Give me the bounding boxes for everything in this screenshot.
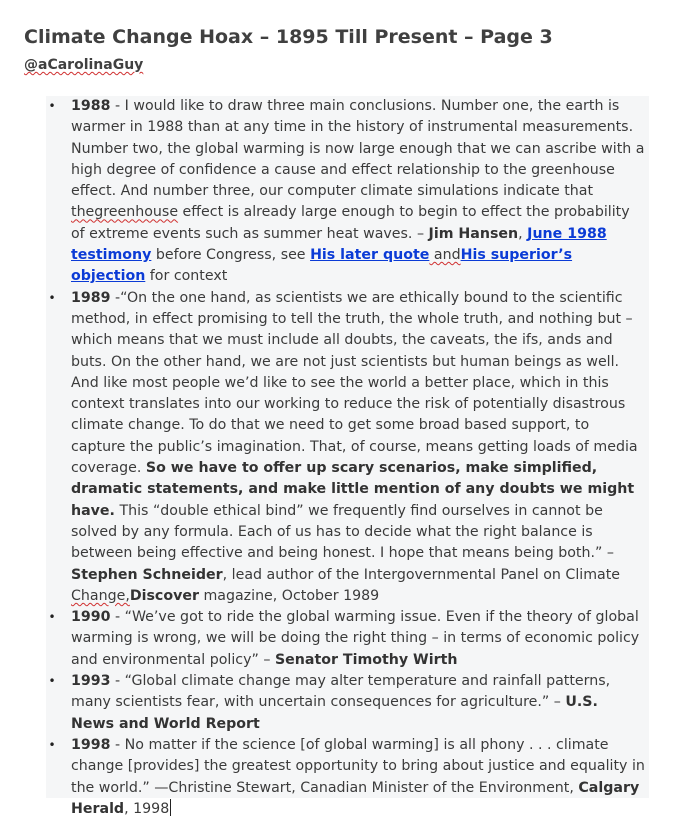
quote-list-panel[interactable] [46, 96, 649, 817]
bullet-icon: • [48, 99, 56, 113]
later-quote-link[interactable]: His later quote [310, 247, 430, 264]
entry-separator: - [110, 736, 125, 753]
list-item-1998 [46, 735, 649, 820]
entry-separator: - [110, 289, 121, 306]
entry-text: I would like to draw three main conclusions. Number one, the earth is warmer in 1988 than at any time in the history of instrumental measurements. Number two, the global warming is now large enough that we can ascribe with a high degree of confidence a cause and effect relationship to the greenhouse effect. And number three, our computer climate simulations indicate that [71, 98, 645, 200]
list-item-1993 [46, 671, 649, 735]
entry-year: 1988 [71, 98, 111, 114]
entry-author: Senator Timothy Wirth [274, 651, 458, 668]
entry-text: for context [145, 268, 228, 285]
entry-year: 1990 [71, 609, 111, 626]
entry-year: 1989 [71, 289, 111, 306]
entry-text: , 1998 [124, 800, 170, 817]
entry-text: effect is already large enough to begin to effect the probability of extreme events such as summer heat waves. – [71, 204, 630, 242]
entry-publication: Calgary Herald [71, 779, 640, 817]
entry-text: “We’ve got to ride the global warming issue. Even if the theory of global warming is wrong, we will be doing the right thing – in terms of economic policy and environmental policy” – [71, 609, 640, 668]
entry-text: “Global climate change may alter temperature and rainfall patterns, many scientists fear, with uncertain consequences for agriculture.” – [71, 673, 611, 711]
entry-text: before Congress, see [151, 247, 311, 264]
bullet-icon: • [48, 674, 56, 689]
entry-author: U.S. News and World Report [71, 694, 598, 732]
entry-text: , [518, 225, 528, 242]
testimony-link[interactable]: June 1988 testimony [71, 225, 607, 264]
spelling-error-word: thegreenhouse [71, 204, 179, 221]
entry-text: This “double ethical bind” we frequently find ourselves in cannot be solved by any formula. Each of us has to decide what the right balance is between being effective and being honest. I hope that means being both.” – [71, 502, 614, 562]
entry-separator: - [110, 673, 125, 690]
superior-objection-link[interactable]: His superior’s objection [71, 247, 573, 285]
list-item-1988 [46, 96, 649, 288]
list-item-1989 [46, 288, 649, 607]
entry-author: Jim Hansen [428, 225, 519, 242]
bullet-icon: • [48, 610, 56, 625]
spelling-error-word: Change, [71, 587, 130, 604]
bullet-icon: • [48, 290, 56, 305]
entry-year: 1998 [71, 736, 111, 753]
entry-separator: - [110, 609, 125, 626]
entry-text: No matter if the science [of global warming] is all phony . . . climate change [provides] the greatest opportunity to bring about justice and equality in the world.” —Christine Stewart, Canadian Minister of the Environment, [71, 736, 645, 796]
author-handle-text: @aCarolinaGuy [24, 57, 144, 73]
bullet-icon: • [48, 737, 56, 752]
quote-list [46, 96, 649, 820]
entry-separator: - [110, 98, 125, 114]
entry-publication: Discover [129, 587, 199, 604]
text-cursor [170, 799, 171, 816]
entry-text: magazine, October 1989 [198, 587, 380, 604]
spelling-error-word: and [429, 247, 461, 264]
entry-text: , lead author of the Intergovernmental Panel on Climate [222, 566, 621, 583]
entry-year: 1993 [71, 673, 111, 690]
page-title: Climate Change Hoax – 1895 Till Present – Page 3 [24, 26, 553, 48]
list-item-1990 [46, 607, 649, 671]
entry-text: “On the one hand, as scientists we are ethically bound to the scientific method, in effect promising to tell the truth, the whole truth, and nothing but – which means that we must include all doubts, the caveats, the ifs, ands and buts. On the other hand, we are not just scientists but human beings as well. And like most people we’d like to see the world a better place, which in this context translates into our working to reduce the risk of potentially disastrous climate change. To do that we need to get some broad based support, to capture the public’s imagination. That, of course, means getting loads of media coverage. [71, 289, 638, 477]
entry-bold-quote: So we have to offer up scary scenarios, make simplified, dramatic statements, and make little mention of any doubts we might have. [71, 460, 635, 519]
author-handle [24, 57, 143, 73]
entry-author: Stephen Schneider [71, 566, 223, 583]
